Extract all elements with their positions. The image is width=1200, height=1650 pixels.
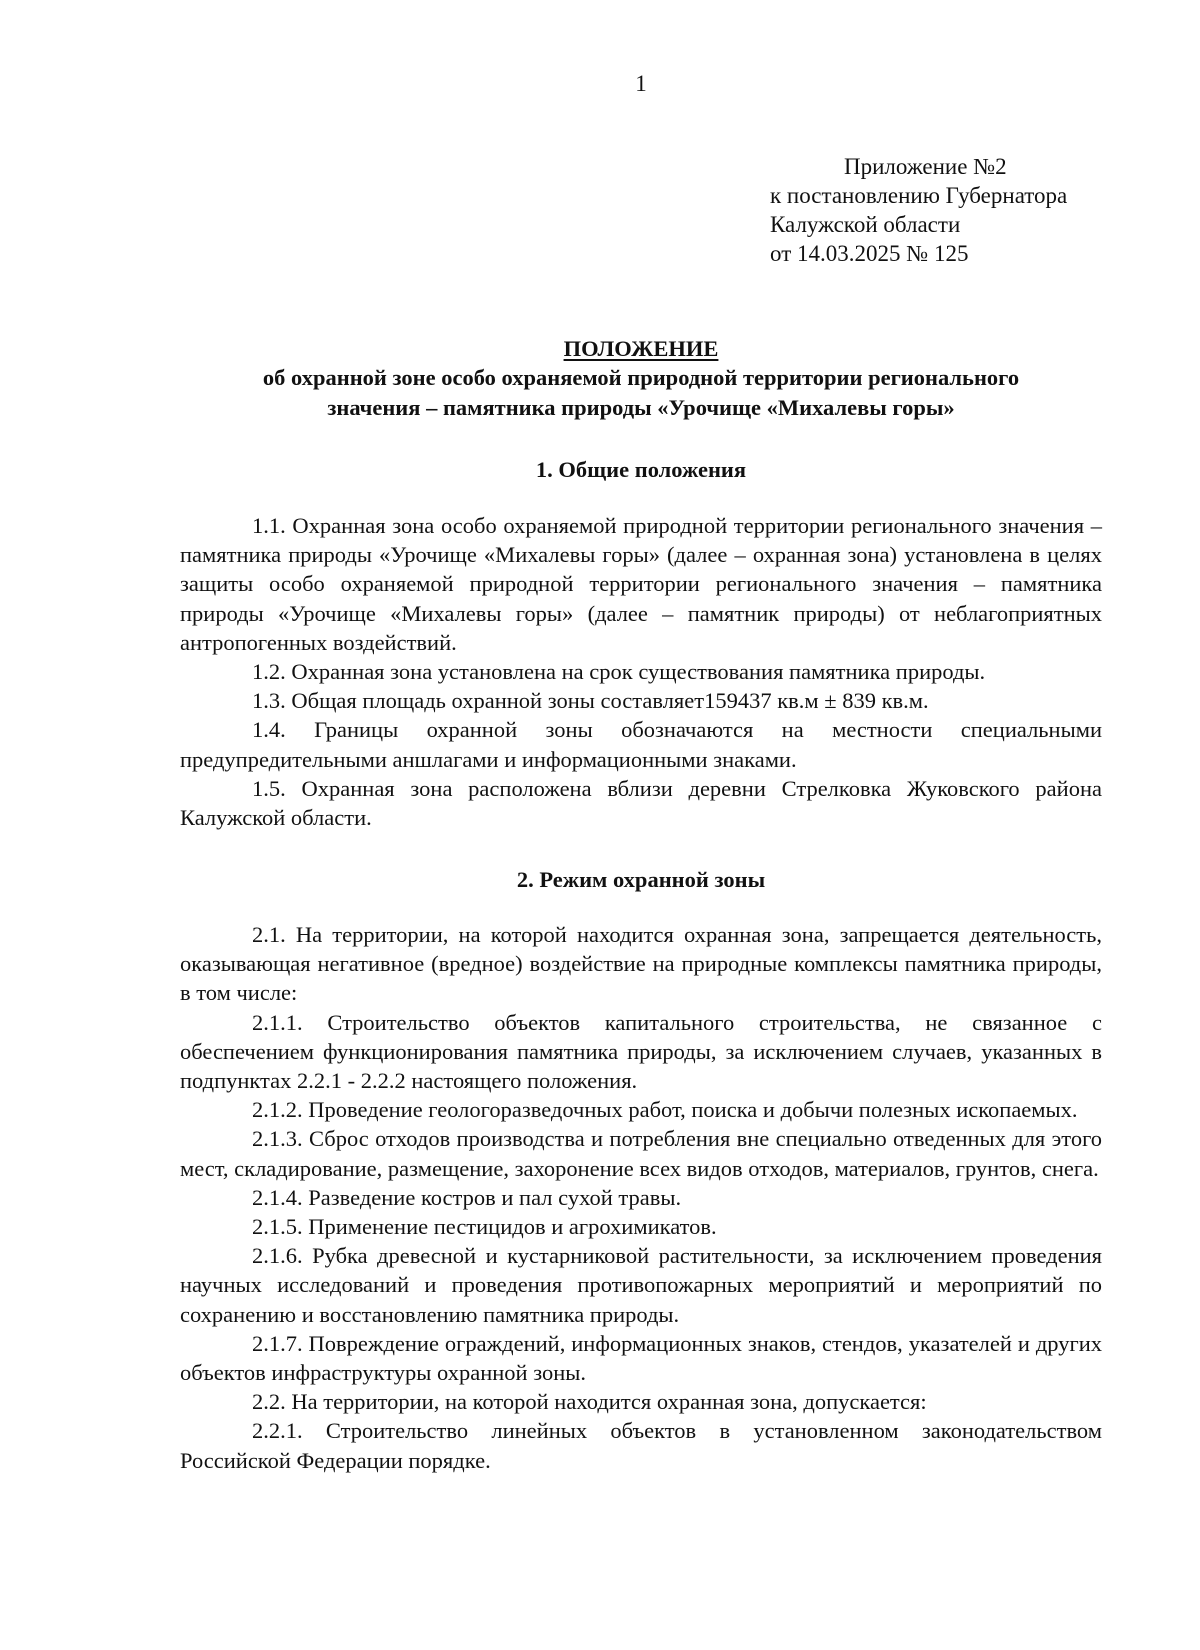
subtitle-line: значения – памятника природы «Урочище «Михалевы горы» bbox=[327, 395, 955, 420]
paragraph: 2.1.1. Строительство объектов капитального строительства, не связанное с обеспечением функционирования памятника природы, за исключением случаев, указанных в подпунктах 2.2.1 - 2.2.2 настоящего положения. bbox=[180, 1009, 1102, 1094]
paragraph: 2.2. На территории, на которой находится охранная зона, допускается: bbox=[252, 1389, 927, 1415]
paragraph: 1.1. Охранная зона особо охраняемой природной территории регионального значения – памятника природы «Урочище «Михалевы горы» (далее – охранная зона) установлена в целях защиты особо охраняемой природной территории регионального значения – памятника природы «Урочище «Михалевы горы» (далее – памятник природы) от неблагоприятных антропогенных воздействий. bbox=[180, 513, 1102, 655]
paragraph: 2.2.1. Строительство линейных объектов в установленном законодательством Российской Федерации порядке. bbox=[180, 1418, 1102, 1473]
section-heading: 2. Режим охранной зоны bbox=[516, 867, 766, 892]
appendix-block bbox=[770, 152, 1067, 268]
paragraph: 1.2. Охранная зона установлена на срок существования памятника природы. bbox=[252, 659, 986, 685]
appendix-line: Приложение №2 bbox=[844, 154, 1007, 179]
appendix-line: Калужской области bbox=[770, 212, 961, 237]
section-heading: 1. Общие положения bbox=[535, 457, 747, 482]
page-number: 1 bbox=[635, 71, 647, 96]
paragraph: 2.1.6. Рубка древесной и кустарниковой растительности, за исключением проведения научных исследований и проведения противопожарных мероприятий и мероприятий по сохранению и восстановлению памятника природы. bbox=[180, 1243, 1102, 1327]
document-title: ПОЛОЖЕНИЕ bbox=[563, 336, 719, 361]
paragraph: 1.5. Охранная зона расположена вблизи деревни Стрелковка Жуковского района Калужской области. bbox=[180, 775, 1102, 831]
paragraph: 2.1.2. Проведение геологоразведочных работ, поиска и добычи полезных ископаемых. bbox=[252, 1097, 1078, 1123]
paragraph: 1.3. Общая площадь охранной зоны составляет159437 кв.м ± 839 кв.м. bbox=[252, 688, 929, 714]
paragraph: 2.1. На территории, на которой находится охранная зона, запрещается деятельность, оказывающая негативное (вредное) воздействие на природные комплексы памятника природы, в том числе: bbox=[180, 922, 1102, 1006]
section-1-body bbox=[180, 511, 1102, 832]
section-2-body bbox=[180, 920, 1102, 1475]
subtitle-line: об охранной зоне особо охраняемой природной территории регионального bbox=[262, 365, 1020, 390]
document-subtitle bbox=[180, 363, 1102, 423]
appendix-line: к постановлению Губернатора bbox=[770, 183, 1068, 208]
paragraph: 2.1.3. Сброс отходов производства и потребления вне специально отведенных для этого мест, складирование, размещение, захоронение всех видов отходов, материалов, грунтов, снега. bbox=[180, 1126, 1102, 1181]
paragraph: 1.4. Границы охранной зоны обозначаются на местности специальными предупредительными аншлагами и информационными знаками. bbox=[180, 717, 1102, 772]
paragraph: 2.1.5. Применение пестицидов и агрохимикатов. bbox=[252, 1214, 717, 1240]
paragraph: 2.1.7. Повреждение ограждений, информационных знаков, стендов, указателей и других объектов инфраструктуры охранной зоны. bbox=[180, 1330, 1102, 1386]
paragraph: 2.1.4. Разведение костров и пал сухой травы. bbox=[252, 1184, 682, 1210]
appendix-line: от 14.03.2025 № 125 bbox=[770, 241, 969, 266]
